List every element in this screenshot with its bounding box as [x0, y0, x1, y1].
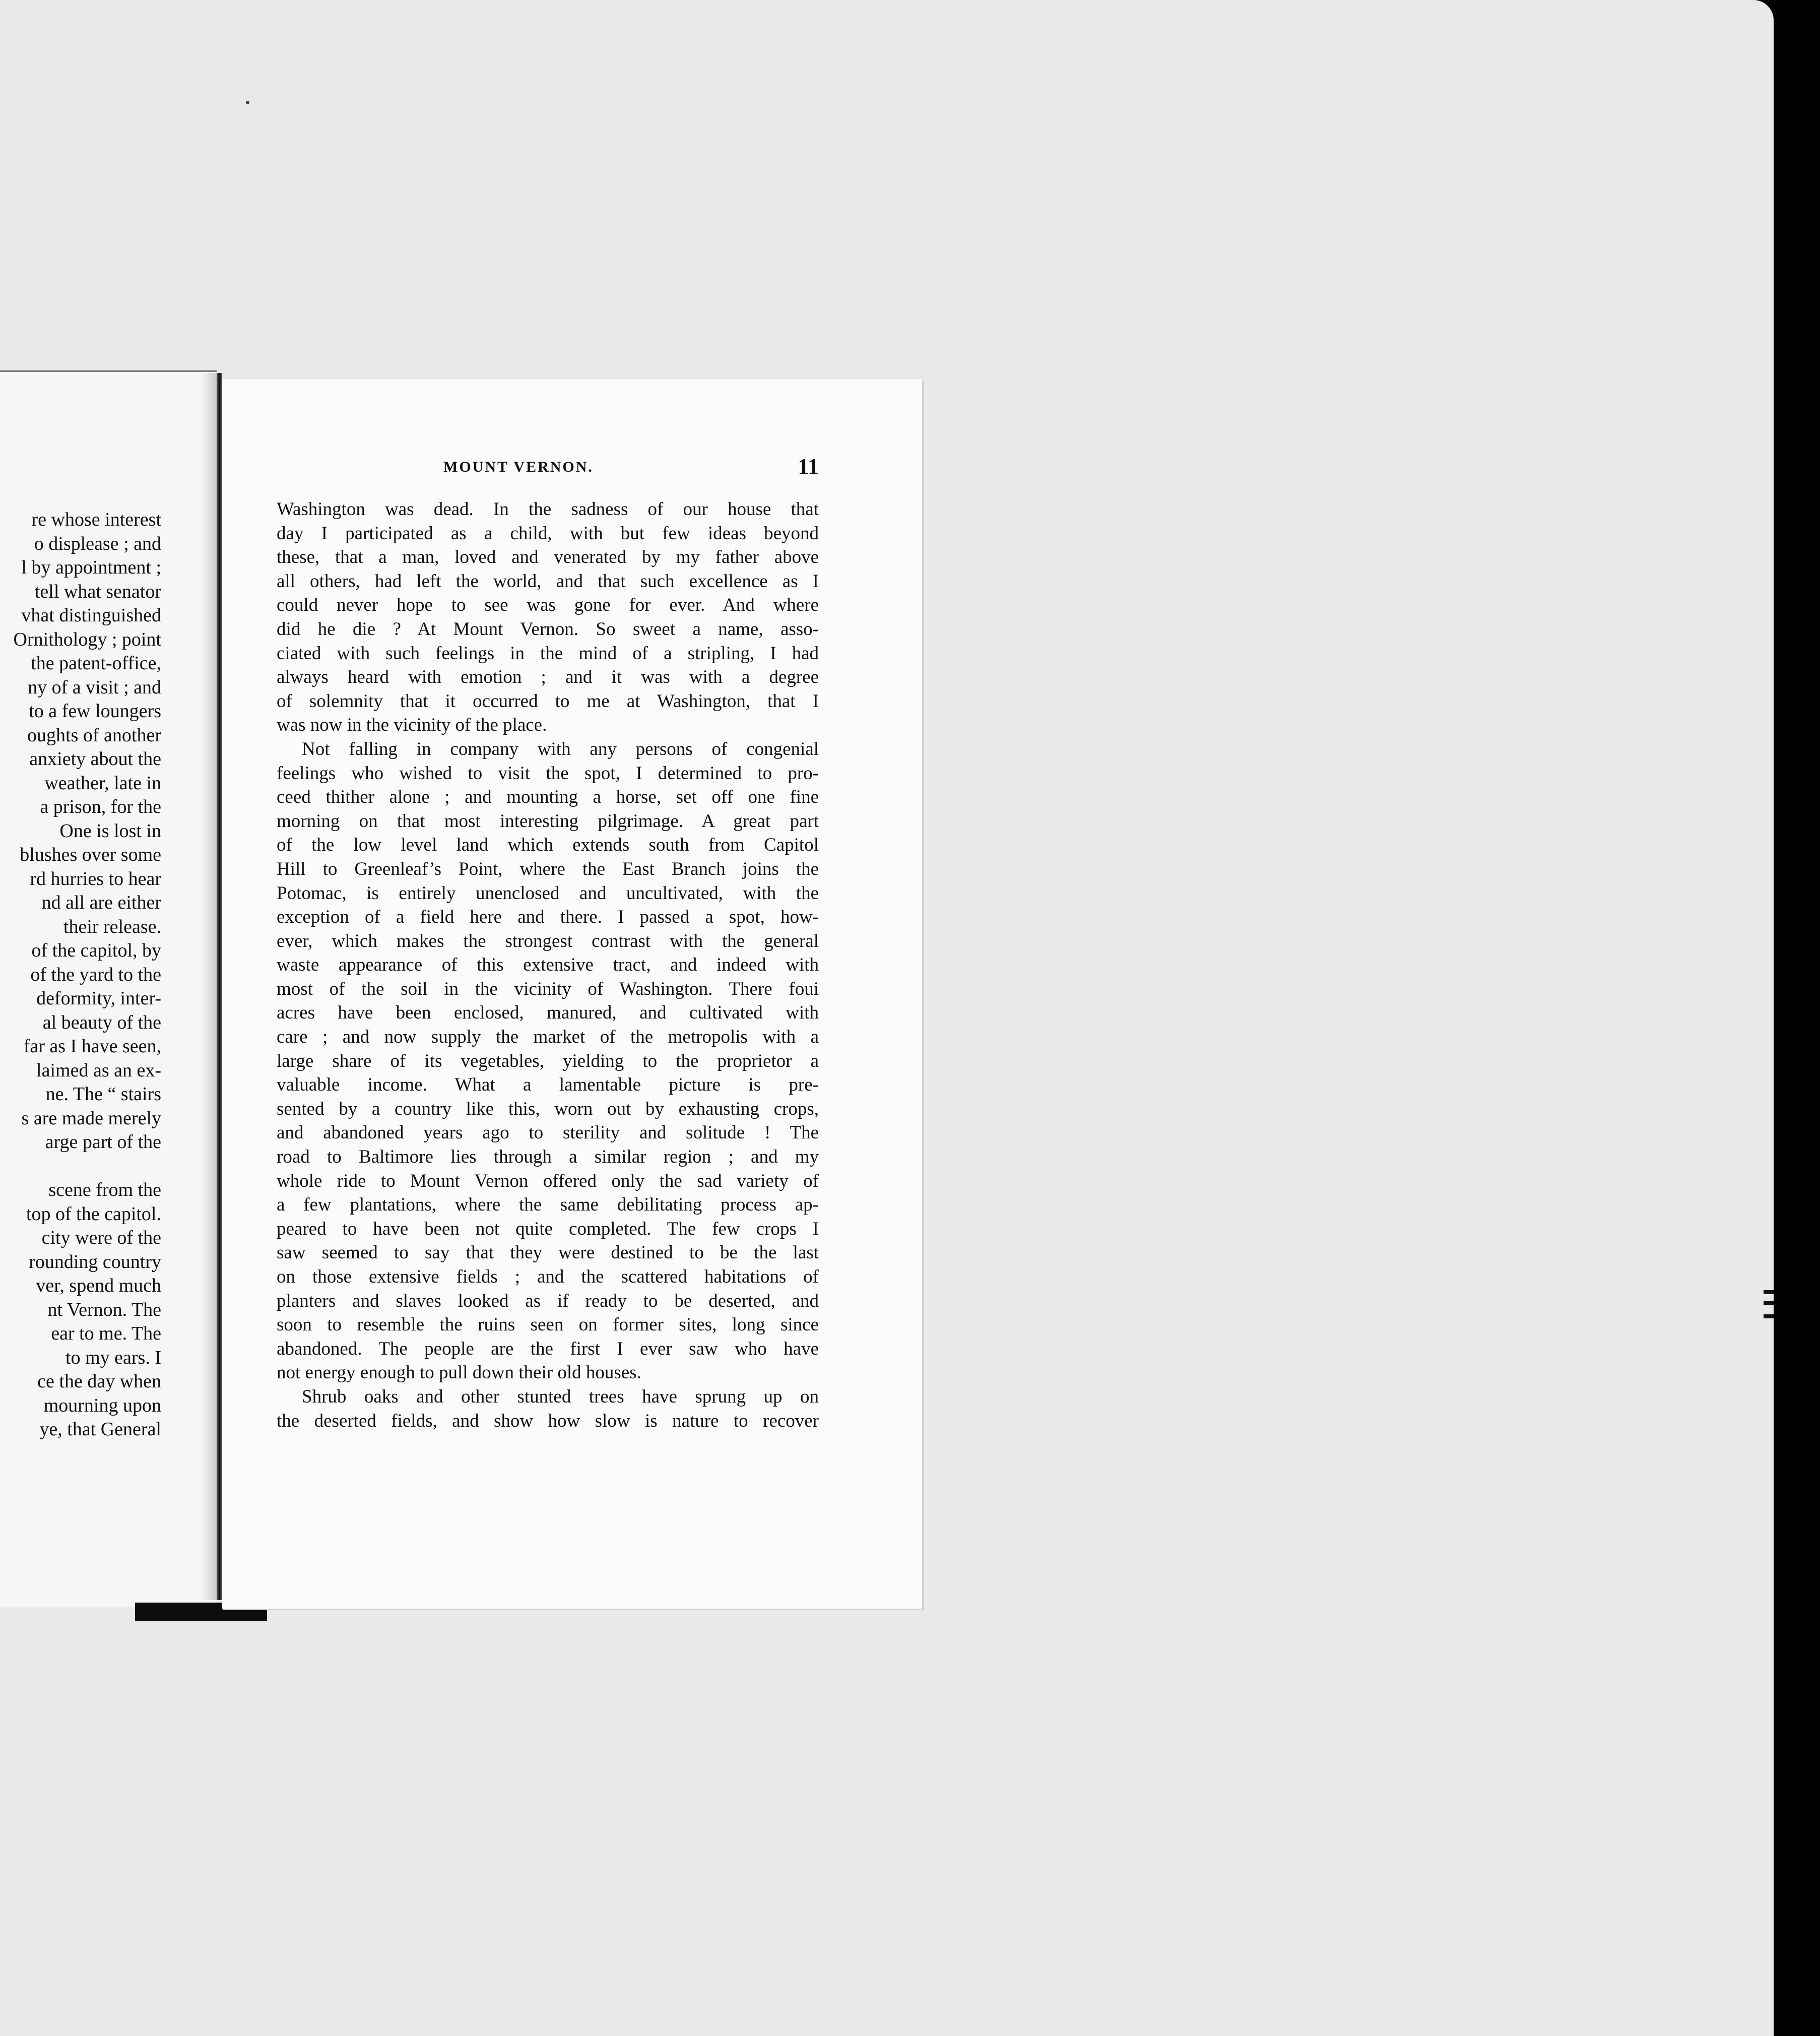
body-text-line: Hill to Greenleaf’s Point, where the East Branch joins the	[277, 858, 819, 879]
left-text-line: l by appointment ;	[21, 557, 161, 578]
body-text-line: day I participated as a child, with but few ideas beyond	[277, 523, 819, 544]
left-text-line: ne. The “ stairs	[45, 1084, 161, 1105]
page-number: 11	[798, 454, 819, 479]
left-text-line: Ornithology ; point	[13, 628, 161, 650]
body-text-line: of the low level land which extends south from Capitol	[277, 835, 819, 856]
left-text-line	[0, 1155, 161, 1179]
body-text-line: feelings who wished to visit the spot, I determined to pro-	[277, 762, 819, 784]
body-text-line: road to Baltimore lies through a similar region ; and my	[277, 1147, 819, 1168]
left-text-line: ear to me. The	[51, 1323, 161, 1344]
running-head-title: MOUNT VERNON.	[443, 459, 594, 475]
body-text-line: ever, which makes the strongest contrast with the general	[277, 930, 819, 951]
body-text-line: ceed thither alone ; and mounting a horse, set off one fine	[277, 787, 819, 808]
scan-edge-marks	[1764, 1290, 1774, 1320]
body-text-line: soon to resemble the ruins seen on former sites, long since	[277, 1314, 819, 1335]
body-text-line: exception of a field here and there. I passed a spot, how-	[277, 907, 819, 928]
left-text-line: ye, that General	[39, 1419, 161, 1440]
body-text-line: large share of its vegetables, yielding to the proprietor a	[277, 1050, 819, 1071]
left-text-line: of the yard to the	[30, 964, 161, 985]
body-text-line: all others, had left the world, and that such excellence as I	[277, 570, 819, 592]
left-text-line: rd hurries to hear	[30, 868, 161, 889]
body-text-line: most of the soil in the vicinity of Washington. There foui	[277, 978, 819, 999]
body-text-line: could never hope to see was gone for ever. And where	[277, 595, 819, 616]
left-text-line: the patent-office,	[31, 653, 161, 674]
left-page-text	[0, 508, 161, 1442]
left-text-line: far as I have seen,	[23, 1036, 161, 1057]
left-text-line: ce the day when	[37, 1371, 161, 1392]
left-text-line: ver, spend much	[36, 1275, 161, 1296]
left-text-line: ny of a visit ; and	[28, 676, 161, 698]
left-text-line: to a few loungers	[29, 701, 161, 722]
left-text-line: weather, late in	[44, 772, 161, 794]
book-spine	[217, 373, 222, 1600]
body-text-line: acres have been enclosed, manured, and cultivated with	[277, 1002, 819, 1024]
left-text-line: scene from the	[48, 1179, 161, 1200]
left-text-line: o displease ; and	[34, 533, 161, 554]
left-text-line: oughts of another	[27, 724, 161, 746]
body-text-line: morning on that most interesting pilgrimage. A great part	[277, 810, 819, 832]
left-text-line: their release.	[63, 916, 161, 937]
body-text-line: valuable income. What a lamentable picture is pre-	[277, 1074, 819, 1096]
left-text-line: al beauty of the	[42, 1011, 161, 1033]
left-text-line: tell what senator	[34, 581, 161, 602]
body-text-line: did he die ? At Mount Vernon. So sweet a name, asso-	[277, 618, 819, 640]
left-text-line: rounding country	[29, 1251, 161, 1272]
body-text-line: whole ride to Mount Vernon offered only the sad variety of	[277, 1170, 819, 1191]
body-text-line: not energy enough to pull down their old houses.	[277, 1362, 641, 1383]
body-text-line: peared to have been not quite completed. The few crops I	[277, 1218, 819, 1239]
left-text-line: to my ears. I	[66, 1347, 161, 1368]
left-text-line: mourning upon	[43, 1394, 161, 1416]
left-text-line: a prison, for the	[40, 796, 161, 817]
left-text-line: One is lost in	[59, 820, 161, 842]
left-text-line: vhat distinguished	[21, 605, 161, 626]
running-head	[222, 454, 922, 483]
body-text-line: a few plantations, where the same debilitating process ap-	[277, 1194, 819, 1216]
body-text-line: Shrub oaks and other stunted trees have sprung up on	[302, 1386, 819, 1407]
gutter-shadow	[202, 373, 217, 1600]
left-text-line: nd all are either	[41, 892, 161, 913]
body-text-line: saw seemed to say that they were destined to be the last	[277, 1242, 819, 1263]
left-text-line: re whose interest	[31, 509, 161, 530]
body-text-line: abandoned. The people are the first I ever saw who have	[277, 1338, 819, 1359]
right-page	[222, 379, 922, 1609]
body-text-line: care ; and now supply the market of the metropolis with a	[277, 1027, 819, 1048]
body-text-line: always heard with emotion ; and it was with a degree	[277, 667, 819, 688]
left-text-line: top of the capitol.	[26, 1203, 161, 1225]
body-text-line: Potomac, is entirely unenclosed and uncultivated, with the	[277, 882, 819, 904]
left-text-line: nt Vernon. The	[47, 1299, 161, 1320]
body-text-line: ciated with such feelings in the mind of a stripling, I had	[277, 643, 819, 664]
left-text-line: s are made merely	[21, 1107, 161, 1129]
left-text-line: city were of the	[41, 1227, 161, 1248]
body-text-line: Not falling in company with any persons of congenial	[302, 738, 819, 759]
body-text-line: and abandoned years ago to sterility and solitude ! The	[277, 1122, 819, 1143]
left-text-line: blushes over some	[20, 844, 161, 865]
body-text-line: waste appearance of this extensive tract, and indeed with	[277, 955, 819, 976]
body-text-line: planters and slaves looked as if ready to be deserted, and	[277, 1290, 819, 1311]
body-text-line: was now in the vicinity of the place.	[277, 715, 547, 736]
body-text-line: on those extensive fields ; and the scattered habitations of	[277, 1266, 819, 1287]
left-text-line: anxiety about the	[29, 748, 161, 770]
body-text-line: these, that a man, loved and venerated by my father above	[277, 547, 819, 568]
body-text	[277, 497, 819, 1433]
body-text-line: the deserted fields, and show how slow is nature to recover	[277, 1410, 819, 1431]
body-text-line: sented by a country like this, worn out by exhausting crops,	[277, 1098, 819, 1119]
left-text-line: laimed as an ex-	[36, 1059, 161, 1081]
dust-speck	[246, 101, 249, 104]
left-text-line: of the capitol, by	[31, 940, 161, 961]
body-text-line: Washington was dead. In the sadness of our house that	[277, 499, 819, 520]
left-page	[0, 370, 217, 1607]
left-text-line: arge part of the	[45, 1131, 161, 1153]
body-text-line: of solemnity that it occurred to me at Washington, that I	[277, 690, 819, 712]
left-text-line: deformity, inter-	[36, 988, 161, 1009]
